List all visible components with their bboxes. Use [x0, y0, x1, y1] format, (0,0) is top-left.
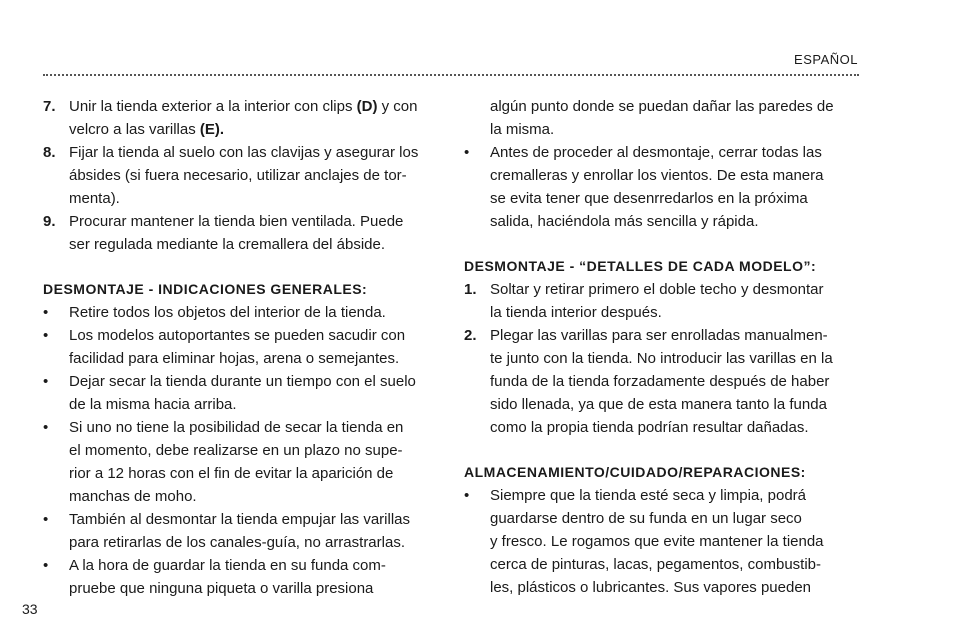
item-line: la misma. [490, 121, 555, 138]
item-line: cremalleras y enrollar los vientos. De esta manera [490, 167, 824, 184]
bullet-item [43, 370, 443, 416]
item-line: velcro a las varillas (E). [69, 121, 225, 138]
item-line: Procurar mantener la tienda bien ventilada. Puede [69, 213, 404, 230]
item-line: Unir la tienda exterior a la interior con clips (D) y con [69, 98, 418, 115]
bullet-item [43, 416, 443, 508]
item-number: 7. [43, 98, 56, 115]
numbered-item [43, 95, 443, 141]
item-number: 1. [464, 281, 477, 298]
language-header: ESPAÑOL [794, 52, 858, 67]
item-line: cerca de pinturas, lacas, pegamentos, combustib- [490, 556, 822, 573]
item-number: 8. [43, 144, 56, 161]
bullet-item [43, 508, 443, 554]
item-line: A la hora de guardar la tienda en su funda com- [69, 557, 386, 574]
bullet-icon: • [464, 487, 470, 504]
numbered-item [464, 278, 860, 324]
item-line: rior a 12 horas con el fin de evitar la aparición de [69, 465, 394, 482]
item-line: Plegar las varillas para ser enrolladas manualmen- [490, 327, 828, 344]
item-line: se evita tener que desenrredarlos en la próxima [490, 190, 808, 207]
page-number: 33 [22, 601, 38, 617]
bullet-icon: • [43, 511, 49, 528]
item-line: algún punto donde se puedan dañar las paredes de [490, 98, 834, 115]
item-line: También al desmontar la tienda empujar las varillas [69, 511, 411, 528]
bullet-icon: • [464, 144, 470, 161]
item-line: el momento, debe realizarse en un plazo no supe- [69, 442, 403, 459]
item-line: Fijar la tienda al suelo con las clavijas y asegurar los [69, 144, 419, 161]
numbered-item [43, 141, 443, 210]
bullet-icon: • [43, 327, 49, 344]
item-line: como la propia tienda podrían resultar dañadas. [490, 419, 809, 436]
item-number: 2. [464, 327, 477, 344]
bullet-icon: • [43, 557, 49, 574]
item-line: menta). [69, 190, 120, 207]
item-line: de la misma hacia arriba. [69, 396, 237, 413]
item-line: ábsides (si fuera necesario, utilizar anclajes de tor- [69, 167, 407, 184]
item-line: Retire todos los objetos del interior de la tienda. [69, 304, 386, 321]
item-line: y fresco. Le rogamos que evite mantener la tienda [490, 533, 824, 550]
item-line: Siempre que la tienda esté seca y limpia, podrá [490, 487, 807, 504]
bullet-item [43, 554, 443, 600]
bullet-item [43, 301, 443, 324]
item-line: Si uno no tiene la posibilidad de secar la tienda en [69, 419, 404, 436]
item-line: Antes de proceder al desmontaje, cerrar todas las [490, 144, 822, 161]
item-line: salida, haciéndola más sencilla y rápida. [490, 213, 759, 230]
item-line: sido llenada, ya que de esta manera tanto la funda [490, 396, 827, 413]
item-line: te junto con la tienda. No introducir las varillas en la [490, 350, 833, 367]
section-heading: DESMONTAJE - INDICACIONES GENERALES: [43, 281, 368, 297]
item-line: la tienda interior después. [490, 304, 662, 321]
numbered-item [464, 324, 860, 439]
dotted-divider [43, 74, 859, 78]
item-line: Los modelos autoportantes se pueden sacudir con [69, 327, 406, 344]
bullet-icon: • [43, 373, 49, 390]
bullet-icon: • [43, 304, 49, 321]
bullet-icon: • [43, 419, 49, 436]
item-line: les, plásticos o lubricantes. Sus vapores pueden [490, 579, 812, 596]
left-column [43, 95, 443, 600]
bullet-item [464, 484, 860, 599]
continuation-text [464, 95, 860, 141]
item-line: pruebe que ninguna piqueta o varilla presiona [69, 580, 374, 597]
bullet-item [43, 324, 443, 370]
item-number: 9. [43, 213, 56, 230]
item-line: funda de la tienda forzadamente después de haber [490, 373, 830, 390]
item-line: Dejar secar la tienda durante un tiempo con el suelo [69, 373, 416, 390]
item-line: para retirarlas de los canales-guía, no arrastrarlas. [69, 534, 405, 551]
item-line: facilidad para eliminar hojas, arena o semejantes. [69, 350, 400, 367]
item-line: ser regulada mediante la cremallera del ábside. [69, 236, 386, 253]
item-line: Soltar y retirar primero el doble techo y desmontar [490, 281, 824, 298]
section-heading: ALMACENAMIENTO/CUIDADO/REPARACIONES: [464, 464, 806, 480]
bullet-item [464, 141, 860, 233]
item-line: manchas de moho. [69, 488, 197, 505]
numbered-item [43, 210, 443, 256]
item-line: guardarse dentro de su funda en un lugar seco [490, 510, 802, 527]
right-column [464, 95, 860, 599]
section-heading: DESMONTAJE - “DETALLES DE CADA MODELO”: [464, 258, 817, 274]
